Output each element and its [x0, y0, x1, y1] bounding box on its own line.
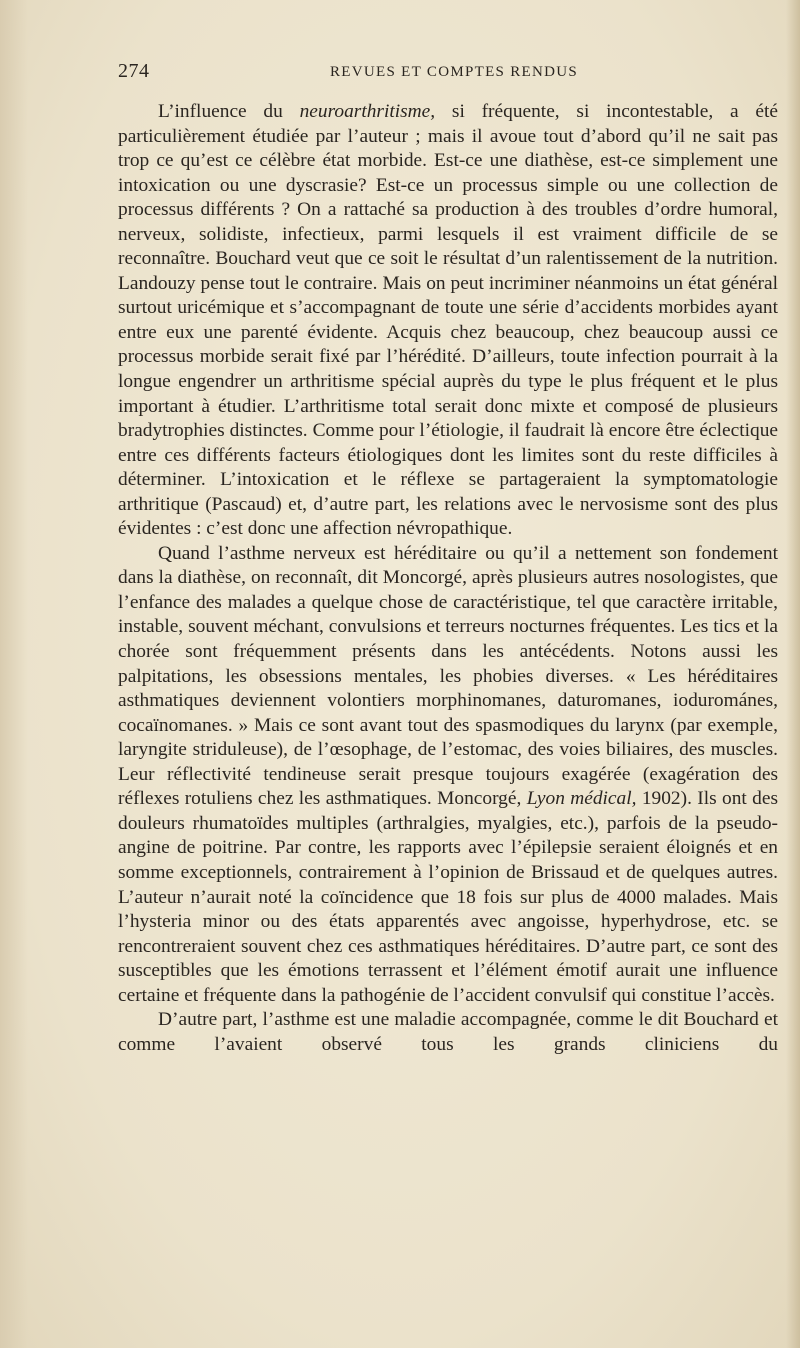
page-number: 274	[118, 60, 150, 82]
page-edge-shadow-left	[0, 0, 28, 1348]
paragraph-asthme-hereditaire: Quand l’asthme nerveux est héréditaire ou qu’il a nettement son fondement dans la diathèse, on reconnaît, dit Moncorgé, après plusieurs autres nosologistes, que l’enfance des malades a quelque chose de caractéristique, tel que caractère irritable, instable, souvent méchant, convulsions et terreurs nocturnes fréquentes. Les tics et la chorée sont fréquemment présents dans les antécédents. Notons aussi les palpitations, les obsessions mentales, les phobies diverses. « Les héréditaires asthmatiques deviennent volontiers morphinomanes, daturomanes, iodurománes, cocaïnomanes. » Mais ce sont avant tout des spasmodiques du larynx (par exemple, laryngite striduleuse), de l’œsophage, de l’estomac, des voies biliaires, des muscles. Leur réflectivité tendineuse serait presque toujours exagérée (exagération des réflexes rotuliens chez les asthmatiques. Moncorgé, Lyon médical, 1902). Ils ont des douleurs rhumatoïdes multiples (arthralgies, myalgies, etc.), parfois de la pseudo-angine de poitrine. Par contre, les rapports avec l’épilepsie seraient éloignés et en somme exceptionnels, contrairement à l’opinion de Brissaud et de quelques autres. L’auteur n’aurait noté la coïncidence que 18 fois sur plus de 4000 malades. Mais l’hysteria minor ou des états apparentés avec angoisse, hyperhydrose, etc. se rencontreraient souvent chez ces asthmatiques héréditaires. D’autre part, ce sont des susceptibles que les émotions terrassent et l’élément émotif aurait une influence certaine et fréquente dans la pathogénie de l’accident convulsif qui constitue l’accès.	[118, 542, 779, 1006]
page-edge-shadow-right	[786, 0, 800, 1348]
running-title: REVUES ET COMPTES RENDUS	[330, 64, 579, 80]
paragraph-neuroarthritisme: L’influence du neuroarthritisme, si fréquente, si incontestable, a été particulièrement étudiée par l’auteur ; mais il avoue tout d’abord qu’il ne sait pas trop ce qu’est ce célèbre état morbide. Est-ce une diathèse, est-ce simplement une intoxication ou une dyscrasie? Est-ce un processus simple ou une collection de processus différents ? On a rattaché sa production à des troubles d’ordre humoral, nerveux, solidiste, infectieux, parmi lesquels il est vraiment difficile de se reconnaître. Bouchard veut que ce soit le résultat d’un ralentissement de la nutrition. Landouzy pense tout le contraire. Mais on peut incriminer néanmoins un état général surtout uricémique et s’accompagnant de toute une série d’accidents morbides ayant entre eux une parenté évidente. Acquis chez beaucoup, chez beaucoup aussi ce processus morbide serait fixé par l’hérédité. D’ailleurs, toute infection pourrait à la longue engendrer un arthritisme spécial auprès du type le plus fréquent et le plus important à étudier. L’arthritisme total serait donc mixte et composé de plusieurs bradytrophies distinctes. Comme pour l’étiologie, il faudrait là encore être éclectique entre ces différents facteurs étiologiques dont les limites sont du reste difficiles à déterminer. L’intoxication et le réflexe se partageraient la symptomatologie arthritique (Pascaud) et, d’autre part, les relations avec le nervosisme sont des plus évidentes : c’est donc une affection névropathique.	[118, 101, 778, 540]
body-text	[118, 100, 778, 1057]
page-header	[118, 60, 778, 90]
paragraph-maladie-accompagnee: D’autre part, l’asthme est une maladie accompagnée, comme le dit Bouchard et comme l’avaient observé tous les grands cliniciens du	[118, 1009, 778, 1055]
